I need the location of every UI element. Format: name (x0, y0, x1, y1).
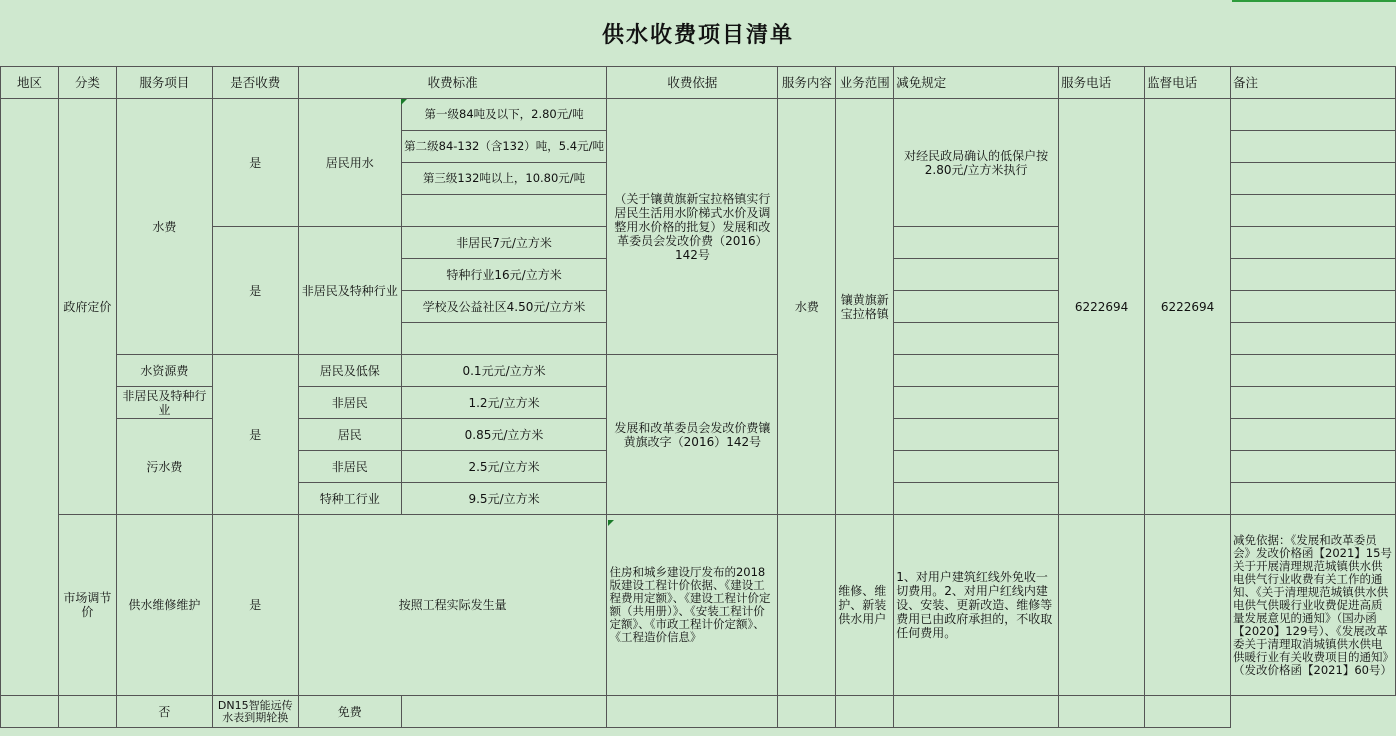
basis-2[interactable]: 发展和改革委员会发改价费镶黄旗改字（2016）142号 (607, 355, 778, 515)
service-nonres-special[interactable]: 非居民及特种行业 (116, 387, 212, 419)
market-service-content[interactable] (778, 515, 836, 696)
service-water-fee[interactable]: 水费 (116, 99, 212, 355)
empty-cell[interactable] (894, 696, 1059, 728)
market-reduction[interactable]: 1、对用户建筑红线外免收一切费用。2、对用户红线内建设、安装、更新改造、维修等费用已由政府承担的，不收取任何费用。 (894, 515, 1059, 696)
resident-label[interactable]: 居民用水 (298, 99, 401, 227)
empty-cell[interactable] (778, 696, 836, 728)
page-title: 供水收费项目清单 (601, 22, 794, 48)
remark-cell[interactable] (1231, 451, 1396, 483)
remark-cell[interactable] (1231, 99, 1396, 131)
nonres-label[interactable]: 非居民及特种行业 (298, 227, 401, 355)
reduction-1[interactable]: 对经民政局确认的低保户按2.80元/立方米执行 (894, 99, 1059, 227)
table-row (1, 515, 1396, 696)
empty-cell[interactable] (1, 696, 59, 728)
reduction-cell[interactable] (894, 355, 1059, 387)
sub-label-4[interactable]: 非居民 (298, 451, 401, 483)
sub-rate-2[interactable]: 1.2元/立方米 (401, 387, 607, 419)
header-service-content[interactable]: 服务内容 (778, 67, 836, 99)
empty-cell[interactable] (1145, 696, 1231, 728)
market-basis[interactable]: 住房和城乡建设厅发布的2018版建设工程计价依据、《建设工程费用定额》、《建设工程计价定额（共用册）》、《安装工程计价定额》、《市政工程计价定额》、《工程造价信息》 (607, 515, 778, 696)
market-charged[interactable]: 是 (212, 515, 298, 696)
nonres-charged[interactable]: 是 (212, 227, 298, 355)
nonres-rate-2[interactable]: 特种行业16元/立方米 (401, 259, 607, 291)
header-remark[interactable]: 备注 (1231, 67, 1396, 99)
remark-cell[interactable] (1231, 387, 1396, 419)
table-row (1, 99, 1396, 131)
region-cell[interactable] (1, 99, 59, 696)
reduction-cell[interactable] (894, 227, 1059, 259)
remark-cell[interactable] (1231, 291, 1396, 323)
supervision-phone[interactable]: 6222694 (1145, 99, 1231, 515)
cell-comment-marker (608, 520, 614, 526)
reduction-cell[interactable] (894, 483, 1059, 515)
nonres-rate-empty[interactable] (401, 323, 607, 355)
tier-1[interactable]: 第一级84吨及以下，2.80元/吨 (401, 99, 607, 131)
sub-rate-1[interactable]: 0.1元元/立方米 (401, 355, 607, 387)
header-reduction[interactable]: 减免规定 (894, 67, 1059, 99)
table-row (1, 696, 1396, 728)
meter-charged[interactable]: 否 (116, 696, 212, 728)
fee-charged[interactable]: 是 (212, 355, 298, 515)
remark-cell[interactable] (1231, 483, 1396, 515)
header-row (1, 67, 1396, 99)
category-gov[interactable]: 政府定价 (58, 99, 116, 515)
sub-rate-3[interactable]: 0.85元/立方米 (401, 419, 607, 451)
header-service-item[interactable]: 服务项目 (116, 67, 212, 99)
service-maintenance[interactable]: 供水维修维护 (116, 515, 212, 696)
remark-cell[interactable] (1231, 131, 1396, 163)
meter-free[interactable]: 免费 (298, 696, 401, 728)
empty-cell[interactable] (401, 696, 607, 728)
reduction-cell[interactable] (894, 451, 1059, 483)
header-basis[interactable]: 收费依据 (607, 67, 778, 99)
tier-empty[interactable] (401, 195, 607, 227)
business-scope[interactable]: 镶黄旗新宝拉格镇 (836, 99, 894, 515)
reduction-cell[interactable] (894, 387, 1059, 419)
market-service-phone[interactable] (1059, 515, 1145, 696)
meter-label[interactable]: DN15智能远传水表到期轮换 (212, 696, 298, 728)
service-content[interactable]: 水费 (778, 99, 836, 515)
header-supervision-phone[interactable]: 监督电话 (1145, 67, 1231, 99)
empty-cell[interactable] (607, 696, 778, 728)
market-remark[interactable]: 减免依据：《发展和改革委员会》发改价格函【2021】15号关于开展清理规范城镇供水供电供气行业收费有关工作的通知、《关于清理规范城镇供水供电供气供暖行业收费促进高质量发展意见的通知》（国办函【2020】129号）、《发展改革委关于清理取消城镇供水供电供暖行业有关收费项目的通知》（发改价格函【2021】60号） (1231, 515, 1396, 696)
service-phone[interactable]: 6222694 (1059, 99, 1145, 515)
header-region[interactable]: 地区 (1, 67, 59, 99)
header-standard[interactable]: 收费标准 (298, 67, 607, 99)
sub-label-2[interactable]: 非居民 (298, 387, 401, 419)
empty-cell[interactable] (58, 696, 116, 728)
header-charged[interactable]: 是否收费 (212, 67, 298, 99)
resident-charged[interactable]: 是 (212, 99, 298, 227)
header-business-scope[interactable]: 业务范围 (836, 67, 894, 99)
tier-3[interactable]: 第三级132吨以上，10.80元/吨 (401, 163, 607, 195)
sub-rate-4[interactable]: 2.5元/立方米 (401, 451, 607, 483)
empty-cell[interactable] (1059, 696, 1145, 728)
market-scope[interactable]: 维修、维护、新装供水用户 (836, 515, 894, 696)
sub-label-3[interactable]: 居民 (298, 419, 401, 451)
sub-label-5[interactable]: 特种工行业 (298, 483, 401, 515)
remark-cell[interactable] (1231, 323, 1396, 355)
fee-table (0, 66, 1396, 728)
sub-label-1[interactable]: 居民及低保 (298, 355, 401, 387)
basis-1[interactable]: （关于镶黄旗新宝拉格镇实行居民生活用水阶梯式水价及调整用水价格的批复）发展和改革委员会发改价费（2016）142号 (607, 99, 778, 355)
nonres-rate-3[interactable]: 学校及公益社区4.50元/立方米 (401, 291, 607, 323)
category-market[interactable]: 市场调节价 (58, 515, 116, 696)
service-sewage-fee[interactable]: 污水费 (116, 419, 212, 515)
market-supervision-phone[interactable] (1145, 515, 1231, 696)
service-resource-fee[interactable]: 水资源费 (116, 355, 212, 387)
remark-cell[interactable] (1231, 419, 1396, 451)
reduction-cell[interactable] (894, 259, 1059, 291)
remark-cell[interactable] (1231, 195, 1396, 227)
remark-cell[interactable] (1231, 227, 1396, 259)
reduction-cell[interactable] (894, 419, 1059, 451)
remark-cell[interactable] (1231, 163, 1396, 195)
remark-cell[interactable] (1231, 259, 1396, 291)
tier-2[interactable]: 第二级84-132（含132）吨，5.4元/吨 (401, 131, 607, 163)
header-category[interactable]: 分类 (58, 67, 116, 99)
cell-comment-marker (401, 99, 407, 105)
remark-cell[interactable] (1231, 355, 1396, 387)
nonres-rate-1[interactable]: 非居民7元/立方米 (401, 227, 607, 259)
reduction-cell[interactable] (894, 291, 1059, 323)
market-standard[interactable]: 按照工程实际发生量 (298, 515, 607, 696)
empty-cell[interactable] (836, 696, 894, 728)
sub-rate-5[interactable]: 9.5元/立方米 (401, 483, 607, 515)
header-service-phone[interactable]: 服务电话 (1059, 67, 1145, 99)
reduction-cell[interactable] (894, 323, 1059, 355)
